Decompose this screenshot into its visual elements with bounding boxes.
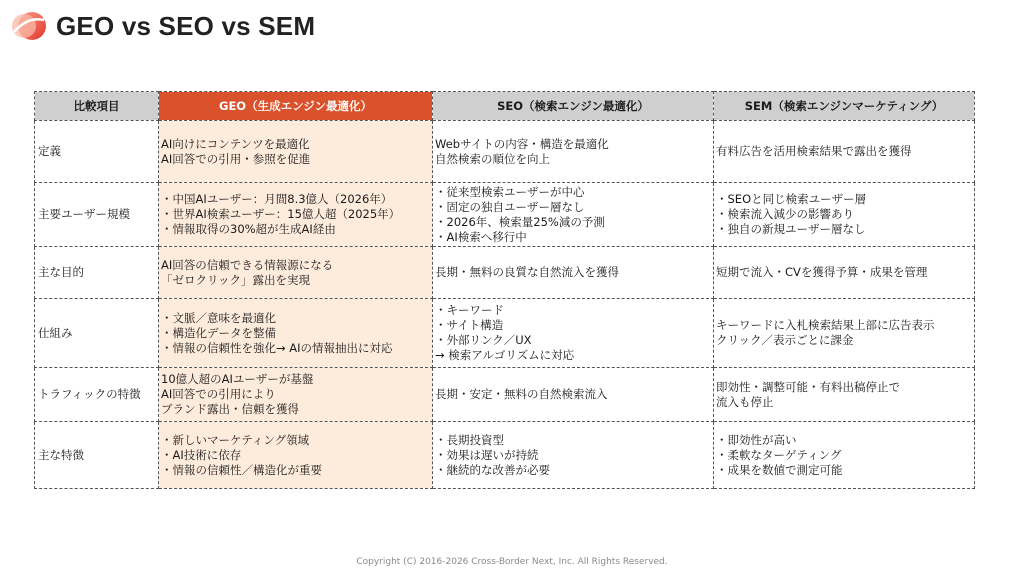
seo-cell: 長期・無料の良質な自然流入を獲得: [433, 247, 714, 299]
column-header-geo: GEO（生成エンジン最適化）: [159, 92, 433, 121]
seo-cell: ・キーワード ・サイト構造 ・外部リンク／UX → 検索アルゴリズムに対応: [433, 299, 714, 368]
geo-cell: AI回答の信頼できる情報源になる 「ゼロクリック」露出を実現: [159, 247, 433, 299]
sem-cell: ・即効性が高い ・柔軟なターゲティング ・成果を数値で測定可能: [714, 422, 975, 489]
column-header-sem: SEM（検索エンジンマーケティング）: [714, 92, 975, 121]
copyright-footer: Copyright (C) 2016-2026 Cross-Border Next, Inc. All Rights Reserved.: [356, 557, 668, 567]
table-row: [35, 368, 975, 422]
seo-cell: ・従来型検索ユーザーが中心 ・固定の独自ユーザー層なし ・2026年、検索量25%減の予測 ・AI検索へ移行中: [433, 183, 714, 247]
table-row: [35, 121, 975, 183]
row-label: 主な目的: [35, 247, 159, 299]
geo-cell: ・新しいマーケティング領域 ・AI技術に依存 ・情報の信頼性／構造化が重要: [159, 422, 433, 489]
table-header-row: [35, 92, 975, 121]
comparison-table: [34, 91, 975, 489]
seo-cell: Webサイトの内容・構造を最適化 自然検索の順位を向上: [433, 121, 714, 183]
sem-cell: 有料広告を活用検索結果で露出を獲得: [714, 121, 975, 183]
comparison-table-container: [34, 91, 974, 489]
table-row: [35, 299, 975, 368]
row-label: 主な特徴: [35, 422, 159, 489]
sem-cell: ・SEOと同じ検索ユーザー層 ・検索流入減少の影響あり ・独自の新規ユーザー層なし: [714, 183, 975, 247]
seo-cell: 長期・安定・無料の自然検索流入: [433, 368, 714, 422]
geo-cell: ・中国AIユーザー：月間8.3億人（2026年） ・世界AI検索ユーザー：15億人超（2025年） ・情報取得の30%超が生成AI経由: [159, 183, 433, 247]
table-row: [35, 247, 975, 299]
sem-cell: キーワードに入札検索結果上部に広告表示 クリック／表示ごとに課金: [714, 299, 975, 368]
sem-cell: 短期で流入・CVを獲得予算・成果を管理: [714, 247, 975, 299]
column-header-item: 比較項目: [35, 92, 159, 121]
red-orbit-logo-icon: [8, 8, 48, 44]
row-label: 仕組み: [35, 299, 159, 368]
row-label: 定義: [35, 121, 159, 183]
seo-cell: ・長期投資型 ・効果は遅いが持続 ・継続的な改善が必要: [433, 422, 714, 489]
geo-cell: ・文脈／意味を最適化 ・構造化データを整備 ・情報の信頼性を強化→ AIの情報抽出に対応: [159, 299, 433, 368]
slide-header: [8, 8, 315, 44]
table-row: [35, 422, 975, 489]
geo-cell: AI向けにコンテンツを最適化 AI回答での引用・参照を促進: [159, 121, 433, 183]
geo-cell: 10億人超のAIユーザーが基盤 AI回答での引用により ブランド露出・信頼を獲得: [159, 368, 433, 422]
page-title: GEO vs SEO vs SEM: [56, 10, 316, 41]
column-header-seo: SEO（検索エンジン最適化）: [433, 92, 714, 121]
row-label: 主要ユーザー規模: [35, 183, 159, 247]
sem-cell: 即効性・調整可能・有料出稿停止で 流入も停止: [714, 368, 975, 422]
table-row: [35, 183, 975, 247]
row-label: トラフィックの特徴: [35, 368, 159, 422]
